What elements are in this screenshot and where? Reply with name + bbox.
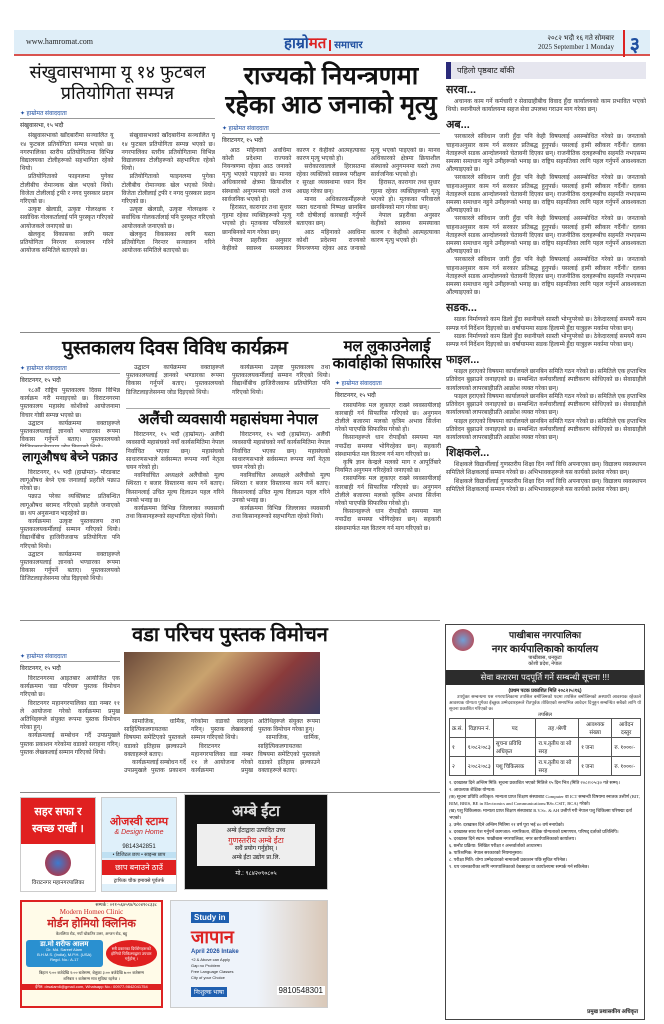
article-cardamom bbox=[126, 408, 330, 611]
article-library-day bbox=[20, 338, 330, 360]
article-body: रासायनिक मल लुकाएर राख्ने व्यवसायीलाई कारबाही गर्न सिफारिस गरिएको छ। अनुगमन टोलीले बजारमा मलको कृत्रिम अभाव सिर्जना गरेको पाएपछि सिफारिस गरेको हो। किसानहरूले धान रोपाइँको समयमा मल नपाउँदा समस्या भोगिरहेका छन्। सहकारी संस्थामार्फत मल वितरण गर्न माग गरिएको छ। कृषि ज्ञान केन्द्रले मलको माग र आपूर्तिबारे नियमित अनुगमन गरिरहेको जनाएको छ। रासायनिक मल लुकाएर राख्ने व्यवसायीलाई कारबाही गर्न सिफारिस गरिएको छ। अनुगमन टोलीले बजारमा मलको कृत्रिम अभाव सिर्जना गरेको पाएपछि सिफारिस गरेको हो। किसानहरूले धान रोपाइँको समयमा मल नपाउँदा समस्या भोगिरहेका छन्। सहकारी संस्थामार्फत मल वितरण गर्न माग गरिएको छ। bbox=[335, 402, 441, 532]
headline: वडा परिचय पुस्तक विमोचन bbox=[132, 624, 328, 646]
article-body: आठ महिनाको अवधिमा कोशी प्रदेशमा राज्यको नियन्त्रणमा रहेका आठ जनाको मृत्यु भएको पाइएको छ। मानव अधिकारको क्षेत्रमा क्रियाशील संस्थाको अनुगमनमा यस्तो तथ्य सार्वजनिक भएको हो। हिरासत, कारागार तथा सुधार गृहमा रहेका व्यक्तिहरूको मृत्यु भएको हो। मृतकका परिवारले छानबिनको माग गरेका छन्। नेपाल प्रहरीका अनुसार केहीको स्वास्थ्य समस्याका कारण र केहीको आत्महत्याका कारण मृत्यु भएको हो। सरोकारवालाले हिरासतमा रहेका व्यक्तिको स्वास्थ्य परीक्षण र सुरक्षा व्यवस्थामा ध्यान दिन आग्रह गरेका छन्। मानव अधिकारकर्मीहरूले यस्ता घटनाको निष्पक्ष छानबिन गरी दोषीलाई कारबाही गर्नुपर्ने बताएका छन्। आठ महिनाको अवधिमा कोशी प्रदेशमा राज्यको नियन्त्रणमा रहेका आठ जनाको मृत्यु भएको पाइएको छ। मानव अधिकारको क्षेत्रमा क्रियाशील संस्थाको अनुगमनमा यस्तो तथ्य सार्वजनिक भएको हो। हिरासत, कारागार तथा सुधार गृहमा रहेका व्यक्तिहरूको मृत्यु भएको हो। मृतकका परिवारले छानबिनको माग गरेका छन्। नेपाल प्रहरीका अनुसार केहीको स्वास्थ्य समस्याका कारण र केहीको आत्महत्याका कारण मृत्यु भएको हो। bbox=[222, 147, 440, 252]
notice-title: सेवा करारमा पदपूर्ति गर्ने सम्बन्धी सूचना !!! bbox=[446, 670, 644, 685]
sub-headline-drug-arrest: लागूऔषध बेच्ने पक्राउ bbox=[22, 450, 118, 464]
issue-date: २०८२ भदौ १६ गते सोमबार 2025 September 1 Monday bbox=[537, 34, 614, 51]
article-body: सामाजिक, धार्मिक, साहित्यिकलगायतका विषयमा समेटिएको पुस्तकले वडाको इतिहास झल्काउने वक्ताहरूले बताए। कार्यक्रमलाई सम्बोधन गर्दै उपप्रमुखले पुस्तक प्रकाशन गरेकोमा वडाको सराहना गरिन्। पुस्तक लेखकलाई सम्मान गरिएको थियो। विराटनगर महानगरपालिका वडा नम्बर ११ ले आयोजना गरेको कार्यक्रममा प्रमुख अतिथिहरूले संयुक्त रूपमा पुस्तक विमोचन गरेका हुन्। सामाजिक, धार्मिक, साहित्यिकलगायतका विषयमा समेटिएको पुस्तकले वडाको इतिहास झल्काउने वक्ताहरूले बताए। bbox=[124, 719, 320, 775]
byline: ✦ हाम्रोमत संवाददाता bbox=[222, 124, 440, 134]
dateline: विराटनगर, १५ भदौ bbox=[335, 392, 376, 399]
continued-text: 'सरकारले संविधान जारी हुँदा पनि केही विषयलाई असम्बोधित गरेको छ। जनताको चाहनाअनुसार काम गर्न सरकार प्रतिबद्ध हुनुपर्छ। यसलाई हामी स्वीकार गर्दैनौं।' दलका नेताहरूले सडक आन्दोलनको चेतावनी दिएका छन्। राजनीतिक दलहरूबीच सहमति नभएसम्म समस्या समाधान नहुने उनीहरूको भनाइ छ। राष्ट्रिय सहमतिका लागि पहल गर्नुपर्ने आवश्यकता औंल्याइएको छ। bbox=[446, 216, 646, 256]
dateline: विराटनगर, १५ भदौ bbox=[20, 666, 61, 672]
article-football bbox=[20, 62, 215, 342]
article-custody-deaths bbox=[222, 62, 440, 327]
article-body: उद्घाटन कार्यक्रममा वक्ताहरूले पुस्तकालयलाई ज्ञानको भण्डारका रूपमा विकास गर्नुपर्ने बताए। पुस्तकालयको डिजिटलाइजेसनमा जोड दिइएको थियो। कार्यक्रममा उत्कृष्ट पुस्तकालय तथा पुस्तकालयकर्मीलाई सम्मान गरिएको थियो। विद्यार्थीबीच हाजिरीजवाफ प्रतियोगिता पनि गरिएको थियो। bbox=[126, 365, 330, 396]
government-emblem-icon bbox=[452, 629, 474, 651]
continued-text: सडक निर्माणको काम ढिलो हुँदा स्थानीयले सास्ती भोग्नुपरेको छ। ठेकेदारलाई समयमै काम सम्पन्न गर्न निर्देशन दिइएको छ। वर्षायाममा सडक हिलाम्मे हुँदा यात्रुहरू मर्कामा परेका छन्। bbox=[446, 317, 646, 332]
continued-column bbox=[446, 62, 646, 622]
continued-text: शिक्षकले विद्यार्थीलाई गुणस्तरीय शिक्षा दिन नयाँ विधि अपनाएका छन्। विद्यालय व्यवस्थापन समितिले शिक्षकलाई सम्मान गरेको छ। अभिभावकहरूले यस कार्यको प्रशंसा गरेका छन्। bbox=[446, 478, 646, 493]
ad-study-japan[interactable]: Study in जापान April 2026 Intake +2 & Above can Apply Gap no Problem Free Language Classes City of your Choice निःशुल्क भाषा 9810548301 bbox=[170, 900, 328, 1008]
continued-label: पहिलो पृष्ठबाट बाँकी bbox=[446, 62, 646, 79]
continued-heading: अब... bbox=[446, 119, 470, 132]
byline: ✦ हाम्रोमत संवाददाता bbox=[335, 379, 441, 389]
continued-heading: शिक्षकले... bbox=[446, 447, 490, 460]
byline: ✦ हाम्रोमत संवाददाता bbox=[20, 652, 120, 662]
continued-text: फाइल हराएको विषयमा कार्यालयले छानबिन समिति गठन गरेको छ। समितिले एक हप्ताभित्र प्रतिवेदन बुझाउने जनाइएको छ। सम्बन्धित कर्मचारीलाई स्पष्टीकरण सोधिएको छ। सेवाग्राहीले कार्यालयको लापरबाहीप्रति आक्रोश व्यक्त गरेका छन्। bbox=[446, 418, 646, 441]
book-launch-photo bbox=[124, 652, 320, 714]
vacancy-table: क्र.सं. विज्ञापन नं. पद तह /श्रेणी आवश्यक संख्या आवेदन दस्तुर १ १/०८२/०८३ सूचना प्रविधि अधिकृत रा.प.तृतीय वा सो सरह १ जना रु. १०००/- २ २/०८२/०८३ पशु चिकित्सक रा.प.तृतीय वा सो सरह १ जना रु. १०००/- bbox=[449, 718, 641, 776]
recruitment-notice: पाखीबास नगरपालिका नगर कार्यपालिकाको कार्यालय पाखीबास, धनकुटा कोशी प्रदेश, नेपाल सेवा करारमा पदपूर्ति गर्ने सम्बन्धी सूचना !!! (प्रथम पटक प्रकाशित मिति २०८२।५।१६) उपर्युक्त सम्बन्धमा यस नगरपालिकामा तपसिल बमोजिमको पदमा तपसिल बमोजिमको अस्थायी आवश्यक रहेकाले आवश्यक योग्यता पुगेका ईच्छुक उम्मेदवारहरूले रीतपूर्वक तोकिएको समयभित्र आवेदन दिनुहुन सम्बन्धित सबैको लागि यो सूचना प्रकाशित गरिएको छ। तपसिल क्र.सं. विज्ञापन नं. पद तह /श्रेणी आवश्यक संख्या आवेदन दस्तुर १ १/०८२/०८३ सूचना प्रविधि अधिकृत रा.प.तृतीय वा सो सरह १ जना रु. १०००/- २ २/०८२/०८३ पशु चिकित्सक रा.प.तृतीय वा सो सरह १ जना रु. १०००/- १. दरखास्त दिने अन्तिम मिति: सूचना प्रकाशित भएको मितिले १५ दिन भित्र (मिति २०८२/०५/३० गते सम्म)। २. आवश्यक शैक्षिक योग्यता: (क) सूचना प्रविधि अधिकृत: मान्यता प्राप्त शिक्षण संस्थाबाट Computer वा ICT सम्बन्धी विषयमा स्नातक उत्तीर्ण (BIT, BIM, BBIS, BE in Electronics and Communications/BSc.CSIT, BCA) गरेको। (ख) पशु चिकित्सक: मान्यता प्राप्त शिक्षण संस्थाबाट B.V.Sc. & AH उत्तीर्ण गरी नेपाल पशु चिकित्सा परिषद्मा दर्ता भएको। ३. उमेर: दरखास्त दिने अन्तिम मितिमा २१ वर्ष पूरा भई ४० वर्ष ननाघेको। ४. दरखास्त साथ पेश गर्नुपर्ने कागजात: नागरिकता, शैक्षिक योग्यताको प्रमाणपत्र, परिषद् दर्ताको प्रतिलिपि। ५. दरखास्त दिने स्थान: पाखीबास नगरपालिका, नगर कार्यपालिकाको कार्यालय। ६. छनौट प्रक्रिया: लिखित परीक्षा र अन्तर्वार्ताको आधारमा। ७. पारिश्रमिक: नेपाल सरकारको नियमानुसार। ८. परीक्षा मिति: योग्य उम्मेदवारको नामावली प्रकाशन पछि सूचित गरिनेछ। ९. थप जानकारीका लागि नगरपालिकाको वेबसाइट वा कार्यालयमा सम्पर्क गर्न सकिनेछ। प्रमुख प्रशासकीय अधिकृत bbox=[445, 624, 645, 1020]
page-number: ३ bbox=[623, 30, 640, 57]
byline: ✦ हाम्रोमत संवाददाता bbox=[20, 364, 120, 374]
continued-heading: सडक... bbox=[446, 302, 477, 315]
table-row: १ १/०८२/०८३ सूचना प्रविधि अधिकृत रा.प.तृतीय वा सो सरह १ जना रु. १०००/- bbox=[450, 738, 641, 757]
article-library-day-col1: ✦ हाम्रोमत संवाददाता विराटनगर, १५ भदौ १८औं राष्ट्रिय पुस्तकालय दिवस विभिन्न कार्यक्रम गरी मनाइएको छ। विराटनगरमा पुस्तकालय महासंघ कोशीको आयोजनामा विचार गोष्ठी सम्पन्न भएको छ। उद्घाटन कार्यक्रममा वक्ताहरूले पुस्तकालयलाई ज्ञानको भण्डारका रूपमा विकास गर्नुपर्ने बताए। पुस्तकालयको लागूऔषध बेच्ने पक्राउ विराटनगर, १५ भदौ (हाम्रोमत)- मोरङबाट लागूऔषध बेच्ने एक जनालाई प्रहरीले पक्राउ गरेको छ। पक्राउ परेका व्यक्तिबाट प्रतिबन्धित लागूऔषध बरामद गरिएको प्रहरीले जनाएको छ। थप अनुसन्धान भइरहेको छ। कार्यक्रममा उत्कृष्ट पुस्तकालय तथा पुस्तकालयकर्मीलाई सम्मान गरिएको थियो। विद्यार्थीबीच हाजिरीजवाफ प्रतियोगिता पनि गरिएको थियो। उद्घाटन कार्यक्रममा वक्ताहरूले पुस्तकालयलाई ज्ञानको भण्डारका रूपमा विकास गर्नुपर्ने बताए। पुस्तकालयको डिजिटलाइजेसनमा जोड दिइएको थियो। bbox=[20, 366, 120, 583]
headline: राज्यको नियन्त्रणमा रहेका आठ जनाको मृत्यु bbox=[225, 62, 437, 119]
ad-stamp[interactable]: ओजस्वी स्टाम्प & Design Home 9814342851 • डिजिटल छाप • साइन्स छाप छाप बनाउने ठाउँ ट्राफिक चौक इमाक्से पूर्वतर्फ bbox=[101, 797, 177, 892]
continued-heading: सरवा... bbox=[446, 84, 477, 96]
dateline: संखुवासभा, १५ भदौ bbox=[20, 123, 64, 130]
page-header bbox=[14, 30, 650, 56]
headline: अलैंची व्यवसायी महासंघमा नेपाल bbox=[126, 408, 330, 428]
website-url[interactable]: www.hamromat.com bbox=[26, 37, 94, 46]
dateline: विराटनगर, १५ भदौ bbox=[20, 378, 61, 384]
ad-brick[interactable]: अम्बे ईंटा अम्बे ईंटाद्वारा उत्पादित उच्च गुणस्तरीय अम्बे ईंटा सधैं प्रयोग गर्नुहोस् । अम्बे ईंटा उद्योग प्रा.लि. मो.: ९८४२०९०८०५ bbox=[184, 794, 328, 890]
continued-text: अचानक काम गर्ने कर्मचारी र सेवाग्राहीबीच विवाद हुँदा कार्यालयको काम प्रभावित भएको थियो। स्थानीयले कार्यालयमा सहज सेवा उपलब्ध गराउन माग गरेका छन्। bbox=[446, 99, 646, 114]
byline: ✦ हाम्रोमत संवाददाता bbox=[20, 109, 215, 119]
article-book-launch-col1: ✦ हाम्रोमत संवाददाता विराटनगर, १५ भदौ विराटनगरमा आइतबार आयोजित एक कार्यक्रममा 'वडा परिचय' पुस्तक विमोचन गरिएको छ। विराटनगर महानगरपालिका वडा नम्बर ११ ले आयोजना गरेको कार्यक्रममा प्रमुख अतिथिहरूले संयुक्त रूपमा पुस्तक विमोचन गरेका हुन्। कार्यक्रमलाई सम्बोधन गर्दै उपप्रमुखले पुस्तक प्रकाशन गरेकोमा वडाको सराहना गरिन्। पुस्तक लेखकलाई सम्मान गरिएको थियो। bbox=[20, 654, 120, 756]
article-body: विराटनगर, १५ भदौ (हाम्रोमत)- अलैंची व्यवसायी महासंघको नयाँ कार्यसमितिमा नेपाल निर्वाचित भएका छन्। महासंघको साधारणसभाले सर्वसम्मत रूपमा नयाँ नेतृत्व चयन गरेको हो। नवनिर्वाचित अध्यक्षले अलैंचीको मूल्य स्थिरता र बजार विस्तारमा काम गर्ने बताए। किसानलाई उचित मूल्य दिलाउन पहल गरिने उनको भनाइ छ। कार्यक्रममा विभिन्न जिल्लाका व्यवसायी तथा किसानहरूको सहभागिता रहेको थियो। विराटनगर, १५ भदौ (हाम्रोमत)- अलैंची व्यवसायी महासंघको नयाँ कार्यसमितिमा नेपाल निर्वाचित भएका छन्। महासंघको साधारणसभाले सर्वसम्मत रूपमा नयाँ नेतृत्व चयन गरेको हो। नवनिर्वाचित अध्यक्षले अलैंचीको मूल्य स्थिरता र बजार विस्तारमा काम गर्ने बताए। किसानलाई उचित मूल्य दिलाउन पहल गरिने उनको भनाइ छ। कार्यक्रममा विभिन्न जिल्लाका व्यवसायी तथा किसानहरूको सहभागिता रहेको थियो। bbox=[126, 432, 330, 521]
table-row: २ २/०८२/०८३ पशु चिकित्सक रा.प.तृतीय वा सो सरह १ जना रु. १०००/- bbox=[450, 757, 641, 776]
continued-text: सडक निर्माणको काम ढिलो हुँदा स्थानीयले सास्ती भोग्नुपरेको छ। ठेकेदारलाई समयमै काम सम्पन्न गर्न निर्देशन दिइएको छ। वर्षायाममा सडक हिलाम्मे हुँदा यात्रुहरू मर्कामा परेका छन्। bbox=[446, 333, 646, 349]
continued-text: 'सरकारले संविधान जारी हुँदा पनि केही विषयलाई असम्बोधित गरेको छ। जनताको चाहनाअनुसार काम गर्न सरकार प्रतिबद्ध हुनुपर्छ। यसलाई हामी स्वीकार गर्दैनौं।' दलका नेताहरूले सडक आन्दोलनको चेतावनी दिएका छन्। राजनीतिक दलहरूबीच सहमति नभएसम्म समस्या समाधान नहुने उनीहरूको भनाइ छ। राष्ट्रिय सहमतिका लागि पहल गर्नुपर्ने आवश्यकता औंल्याइएको छ। bbox=[446, 175, 646, 215]
article-book-launch bbox=[20, 624, 440, 647]
headline: पुस्तकालय दिवस विविध कार्यक्रम bbox=[62, 338, 288, 359]
municipality-emblem-icon bbox=[45, 850, 71, 876]
ad-clean-city[interactable]: सहर सफा र स्वच्छ राखौं । विराटनगर महानगरपालिका bbox=[20, 797, 96, 892]
continued-text: फाइल हराएको विषयमा कार्यालयले छानबिन समिति गठन गरेको छ। समितिले एक हप्ताभित्र प्रतिवेदन बुझाउने जनाइएको छ। सम्बन्धित कर्मचारीलाई स्पष्टीकरण सोधिएको छ। सेवाग्राहीले कार्यालयको लापरबाहीप्रति आक्रोश व्यक्त गरेका छन्। bbox=[446, 393, 646, 417]
notice-points: १. दरखास्त दिने अन्तिम मिति: सूचना प्रकाशित भएको मितिले १५ दिन भित्र (मिति २०८२/०५/३० गते सम्म)। २. आवश्यक शैक्षिक योग्यता: (क) सूचना प्रविधि अधिकृत: मान्यता प्राप्त शिक्षण संस्थाबाट Computer वा ICT सम्बन्धी विषयमा स्नातक उत्तीर्ण (BIT, BIM, BBIS, BE in Electronics and Communications/BSc.CSIT, BCA) गरेको। (ख) पशु चिकित्सक: मान्यता प्राप्त शिक्षण संस्थाबाट B.V.Sc. & AH उत्तीर्ण गरी नेपाल पशु चिकित्सा परिषद्मा दर्ता भएको। ३. उमेर: दरखास्त दिने अन्तिम मितिमा २१ वर्ष पूरा भई ४० वर्ष ननाघेको। ४. दरखास्त साथ पेश गर्नुपर्ने कागजात: नागरिकता, शैक्षिक योग्यताको प्रमाणपत्र, परिषद् दर्ताको प्रतिलिपि। ५. दरखास्त दिने स्थान: पाखीबास नगरपालिका, नगर कार्यपालिकाको कार्यालय। ६. छनौट प्रक्रिया: लिखित परीक्षा र अन्तर्वार्ताको आधारमा। ७. पारिश्रमिक: नेपाल सरकारको नियमानुसार। ८. परीक्षा मिति: योग्य उम्मेदवारको नामावली प्रकाशन पछि सूचित गरिनेछ। ९. थप जानकारीका लागि नगरपालिकाको वेबसाइट वा कार्यालयमा सम्पर्क गर्न सकिनेछ। bbox=[449, 780, 641, 869]
continued-text: फाइल हराएको विषयमा कार्यालयले छानबिन समिति गठन गरेको छ। समितिले एक हप्ताभित्र प्रतिवेदन बुझाउने जनाइएको छ। सम्बन्धित कर्मचारीलाई स्पष्टीकरण सोधिएको छ। सेवाग्राहीले कार्यालयको लापरबाहीप्रति आक्रोश व्यक्त गरेका छन्। bbox=[446, 369, 646, 392]
continued-text: 'सरकारले संविधान जारी हुँदा पनि केही विषयलाई असम्बोधित गरेको छ। जनताको चाहनाअनुसार काम गर्न सरकार प्रतिबद्ध हुनुपर्छ। यसलाई हामी स्वीकार गर्दैनौं।' दलका नेताहरूले सडक आन्दोलनको चेतावनी दिएका छन्। राजनीतिक दलहरूबीच सहमति नभएसम्म समस्या समाधान नहुने उनीहरूको भनाइ छ। राष्ट्रिय सहमतिका लागि पहल गर्नुपर्ने आवश्यकता औंल्याइएको छ। bbox=[446, 257, 646, 297]
continued-heading: फाइल... bbox=[446, 354, 480, 367]
article-fertilizer bbox=[332, 338, 442, 622]
notice-signatory: प्रमुख प्रशासकीय अधिकृत bbox=[587, 1009, 638, 1015]
headline: मल लुकाउनेलाई कार्वाहीको सिफारिस bbox=[332, 338, 442, 373]
headline: संखुवासभामा यू १४ फुटबल प्रतियोगिता सम्पन्न bbox=[29, 62, 206, 103]
continued-text: 'सरकारले संविधान जारी हुँदा पनि केही विषयलाई असम्बोधित गरेको छ। जनताको चाहनाअनुसार काम गर्न सरकार प्रतिबद्ध हुनुपर्छ। यसलाई हामी स्वीकार गर्दैनौं।' दलका नेताहरूले सडक आन्दोलनको चेतावनी दिएका छन्। राजनीतिक दलहरूबीच सहमति नभएसम्म समस्या समाधान नहुने उनीहरूको भनाइ छ। राष्ट्रिय सहमतिका लागि पहल गर्नुपर्ने आवश्यकता औंल्याइएको छ। bbox=[446, 134, 646, 174]
ad-homeo-clinic[interactable]: सम्पर्क : ०२१-५६४५९४/९८०४९०८३३८ Modern Homeo Clinic मोर्डन होमियो क्लिनिक केशलिया रोड, नयाँ चोकतिर उत्तर, अन्जन रोड, बहु डा.मो शरीफ आलम Dr. Md. Sareef Alam B.H.M.S. (India), M.P.H. (USA) Regd. No.: A-17 सबै प्रकारका दिर्घरोगहरूको होमियो चिकित्साद्वारा उपचार गर्नुहोस् । बिहान ९:०० बजेदेखि १:०० बजेसम्म, बेलुका ३:०० बजेदेखि ७:०० बजेसम्म शनिबार २ बजेसम्म मात्र सुविधा रहनेछ । ईमेल: drsalam6@gmail.com, Whatsapp No.: 00977-9842041754 bbox=[20, 900, 163, 1008]
continued-text: शिक्षकले विद्यार्थीलाई गुणस्तरीय शिक्षा दिन नयाँ विधि अपनाएका छन्। विद्यालय व्यवस्थापन समितिले शिक्षकलाई सम्मान गरेको छ। अभिभावकहरूले यस कार्यको प्रशंसा गरेका छन्। bbox=[446, 462, 646, 477]
dateline: विराटनगर, १५ भदौ bbox=[222, 137, 263, 144]
masthead-logo: हाम्रोमत समाचार bbox=[284, 35, 363, 52]
article-body: संखुवासभाको खाँदबारीमा सञ्चालित यू १४ फुटबल प्रतियोगिता सम्पन्न भएको छ। नगरपालिका स्तरीय प्रतियोगितामा विभिन्न विद्यालयका टोलीहरूको सहभागिता रहेको थियो। प्रतियोगिताको फाइनलमा पुगेका टोलीबीच रोमाञ्चक खेल भएको थियो। विजेता टोलीलाई ट्रफी र नगद पुरस्कार प्रदान गरिएको छ। उत्कृष्ट खेलाडी, उत्कृष्ट गोलरक्षक र सर्वाधिक गोलकर्तालाई पनि पुरस्कृत गरिएको आयोजकले जनाएको छ। खेलकुद विकासका लागि यस्ता प्रतियोगिता निरन्तर सञ्चालन गरिने आयोजक समितिले बताएको छ। संखुवासभाको खाँदबारीमा सञ्चालित यू १४ फुटबल प्रतियोगिता सम्पन्न भएको छ। नगरपालिका स्तरीय प्रतियोगितामा विभिन्न विद्यालयका टोलीहरूको सहभागिता रहेको थियो। प्रतियोगिताको फाइनलमा पुगेका टोलीबीच रोमाञ्चक खेल भएको थियो। विजेता टोलीलाई ट्रफी र नगद पुरस्कार प्रदान गरिएको छ। उत्कृष्ट खेलाडी, उत्कृष्ट गोलरक्षक र सर्वाधिक गोलकर्तालाई पनि पुरस्कृत गरिएको आयोजकले जनाएको छ। खेलकुद विकासका लागि यस्ता प्रतियोगिता निरन्तर सञ्चालन गरिने आयोजक समितिले बताएको छ। bbox=[20, 133, 215, 255]
